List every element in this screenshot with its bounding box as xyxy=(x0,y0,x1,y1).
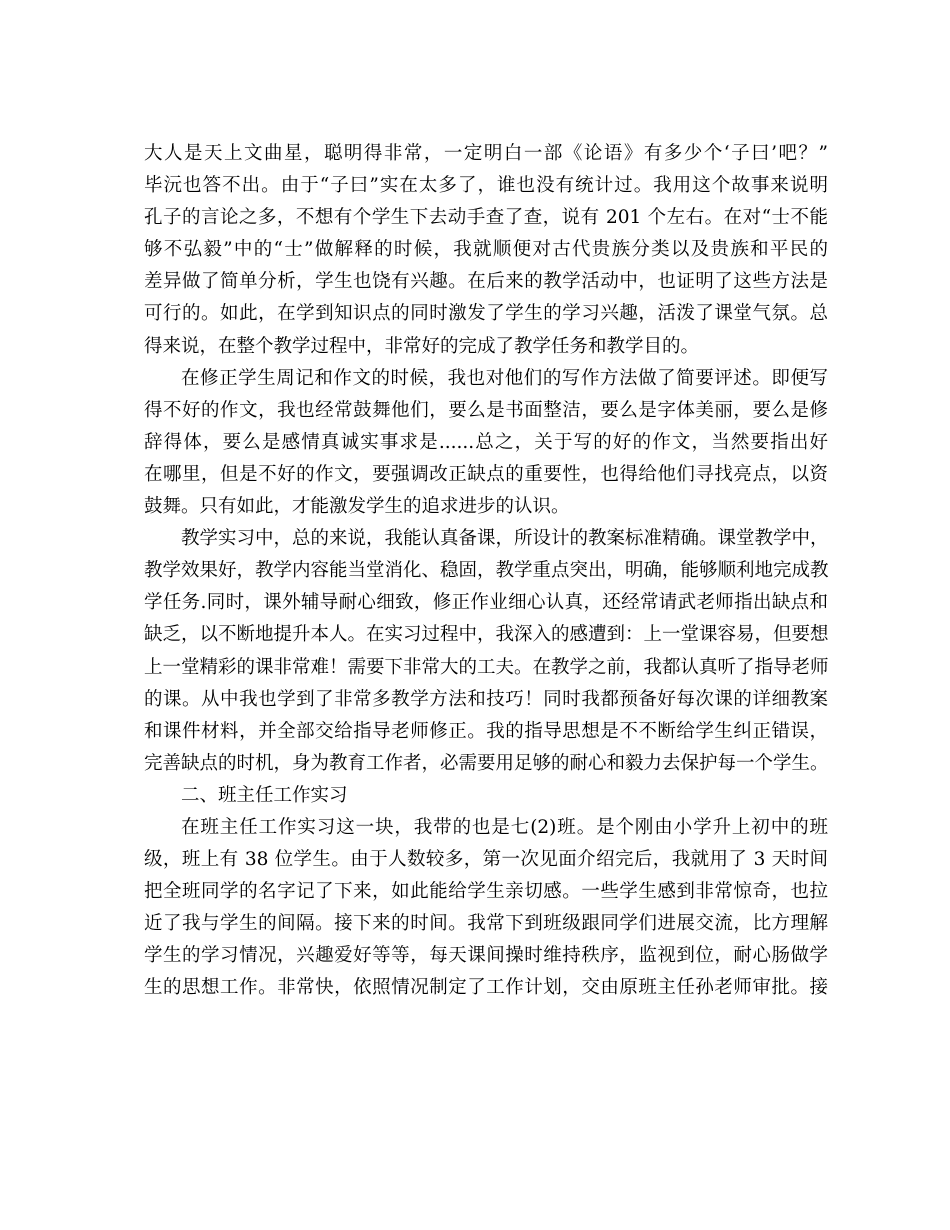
text-line: 鼓舞。只有如此，才能激发学生的追求进步的认识。 xyxy=(144,496,570,518)
text-line: 孔子的言论之多，不想有个学生下去动手查了查，说有 201 个左右。在对“士不能 xyxy=(144,207,828,229)
text-line: 差异做了简单分析，学生也饶有兴趣。在后来的教学活动中，也证明了这些方法是 xyxy=(144,271,828,293)
text-line: 把全班同学的名字记了下来，如此能给学生亲切感。一些学生感到非常惊奇，也拉 xyxy=(144,881,828,903)
text-line: 二、班主任工作实习 xyxy=(181,784,348,806)
document-body xyxy=(144,138,828,1005)
text-line: 的课。从中我也学到了非常多教学方法和技巧！同时我都预备好每次课的详细教案 xyxy=(144,688,828,710)
text-line: 完善缺点的时机，身为教育工作者，必需要用足够的耐心和毅力去保护每一个学生。 xyxy=(144,752,829,774)
text-line: 大人是天上文曲星，聪明得非常，一定明白一部《论语》有多少个‘子曰’吧？” xyxy=(144,143,828,164)
text-line: 近了我与学生的间隔。接下来的时间。我常下到班级跟同学们进展交流，比方理解 xyxy=(144,913,828,935)
text-line: 教学实习中，总的来说，我能认真备课，所设计的教案标准精确。课堂教学中， xyxy=(181,528,829,550)
text-line: 缺乏，以不断地提升本人。在实习过程中，我深入的感遭到：上一堂课容易，但要想 xyxy=(144,624,829,646)
text-line: 学生的学习情况，兴趣爱好等等，每天课间操时维持秩序，监视到位，耐心肠做学 xyxy=(144,945,828,967)
text-line: 在班主任工作实习这一块，我带的也是七(2)班。是个刚由小学升上初中的班 xyxy=(181,816,828,838)
text-line: 毕沅也答不出。由于“子曰”实在太多了，谁也没有统计过。我用这个故事来说明 xyxy=(144,175,828,197)
text-line: 级，班上有 38 位学生。由于人数较多，第一次见面介绍完后，我就用了 3 天时间 xyxy=(144,849,828,871)
text-line: 上一堂精彩的课非常难！需要下非常大的工夫。在教学之前，我都认真听了指导老师 xyxy=(144,656,829,678)
text-line: 生的思想工作。非常快，依照情况制定了工作计划，交由原班主任孙老师审批。接 xyxy=(144,977,828,999)
text-line: 教学效果好，教学内容能当堂消化、稳固，教学重点突出，明确，能够顺利地完成教 xyxy=(144,560,829,582)
text-line: 够不弘毅”中的“士”做解释的时候，我就顺便对古代贵族分类以及贵族和平民的 xyxy=(144,239,828,261)
text-line: 得不好的作文，我也经常鼓舞他们，要么是书面整洁，要么是字体美丽，要么是修 xyxy=(144,399,828,421)
text-line: 在修正学生周记和作文的时候，我也对他们的写作方法做了简要评述。即便写 xyxy=(181,367,828,389)
text-line: 在哪里，但是不好的作文，要强调改正缺点的重要性，也得给他们寻找亮点，以资 xyxy=(144,463,828,485)
text-line: 和课件材料，并全部交给指导老师修正。我的指导思想是不不断给学生纠正错误， xyxy=(144,720,828,742)
text-line: 得来说，在整个教学过程中，非常好的完成了教学任务和教学目的。 xyxy=(144,335,700,357)
text-line: 学任务.同时，课外辅导耐心细致，修正作业细心认真，还经常请武老师指出缺点和 xyxy=(144,592,828,614)
text-line: 辞得体，要么是感情真诚实事求是......总之，关于写的好的作文，当然要指出好 xyxy=(144,431,828,453)
text-line: 可行的。如此，在学到知识点的同时激发了学生的学习兴趣，活泼了课堂气氛。总 xyxy=(144,303,828,325)
